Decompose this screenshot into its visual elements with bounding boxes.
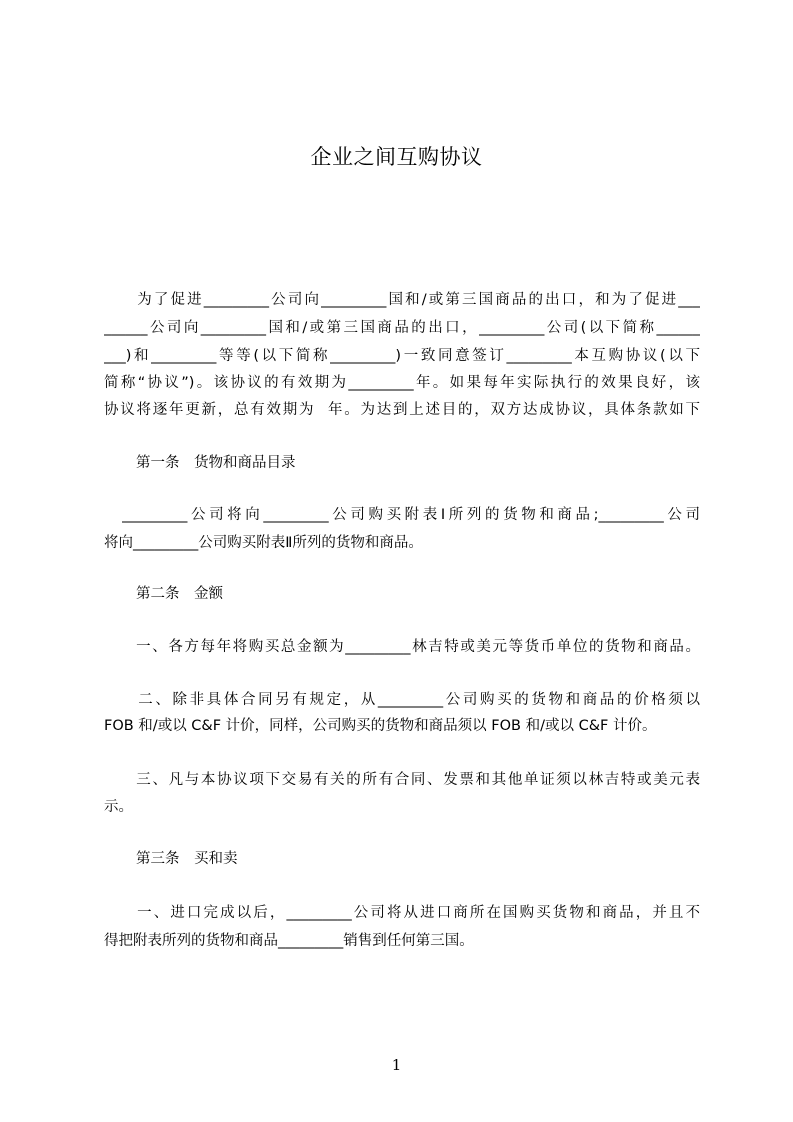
article-2-clause-2-line: 二、除非具体合同另有规定，从_________公司购买的货物和商品的价格须以 <box>104 692 700 708</box>
article-3-clause-1-line: 得把附表所列的货物和商品_________销售到任何第三国。 <box>104 933 474 949</box>
article-2-heading: 第二条 金额 <box>136 586 223 602</box>
intro-line: 为了促进_________公司向_________国和/或第三国商品的出口，和为了促进___ <box>104 292 700 308</box>
document-title: 企业之间互购协议 <box>310 145 483 169</box>
intro-line: 简称“协议”)。该协议的有效期为_________年。如果每年实际执行的效果良好，该 <box>104 375 700 391</box>
intro-line: ___)和_________等等(以下简称_________)一致同意签订_________本互购协议(以下 <box>104 348 700 364</box>
article-2-clause-3-line: 三、凡与本协议项下交易有关的所有合同、发票和其他单证须以林吉特或美元表 <box>104 772 700 788</box>
page-number: 1 <box>391 1056 402 1074</box>
article-1-line: 将向_________公司购买附表Ⅱ所列的货物和商品。 <box>104 535 423 551</box>
article-1-line: _________公司将向_________公司购买附表Ⅰ所列的货物和商品;_________公司 <box>104 507 700 523</box>
intro-line: 协议将逐年更新，总有效期为 年。为达到上述目的，双方达成协议，具体条款如下 <box>104 402 700 418</box>
article-3-heading: 第三条 买和卖 <box>136 851 238 867</box>
article-2-clause-3-line: 示。 <box>104 799 133 815</box>
intro-line: ______公司向_________国和/或第三国商品的出口，_________公司(以下简称______ <box>104 320 700 336</box>
article-1-heading: 第一条 货物和商品目录 <box>136 455 296 471</box>
article-2-clause-2-line: FOB 和/或以 C&F 计价，同样，公司购买的货物和商品须以 FOB 和/或以 C&F 计价。 <box>104 718 657 734</box>
article-3-clause-1-line: 一、进口完成以后，_________公司将从进口商所在国购买货物和商品，并且不 <box>104 905 700 921</box>
article-2-clause-1-line: 一、各方每年将购买总金额为_________林吉特或美元等货币单位的货物和商品。 <box>104 639 700 655</box>
